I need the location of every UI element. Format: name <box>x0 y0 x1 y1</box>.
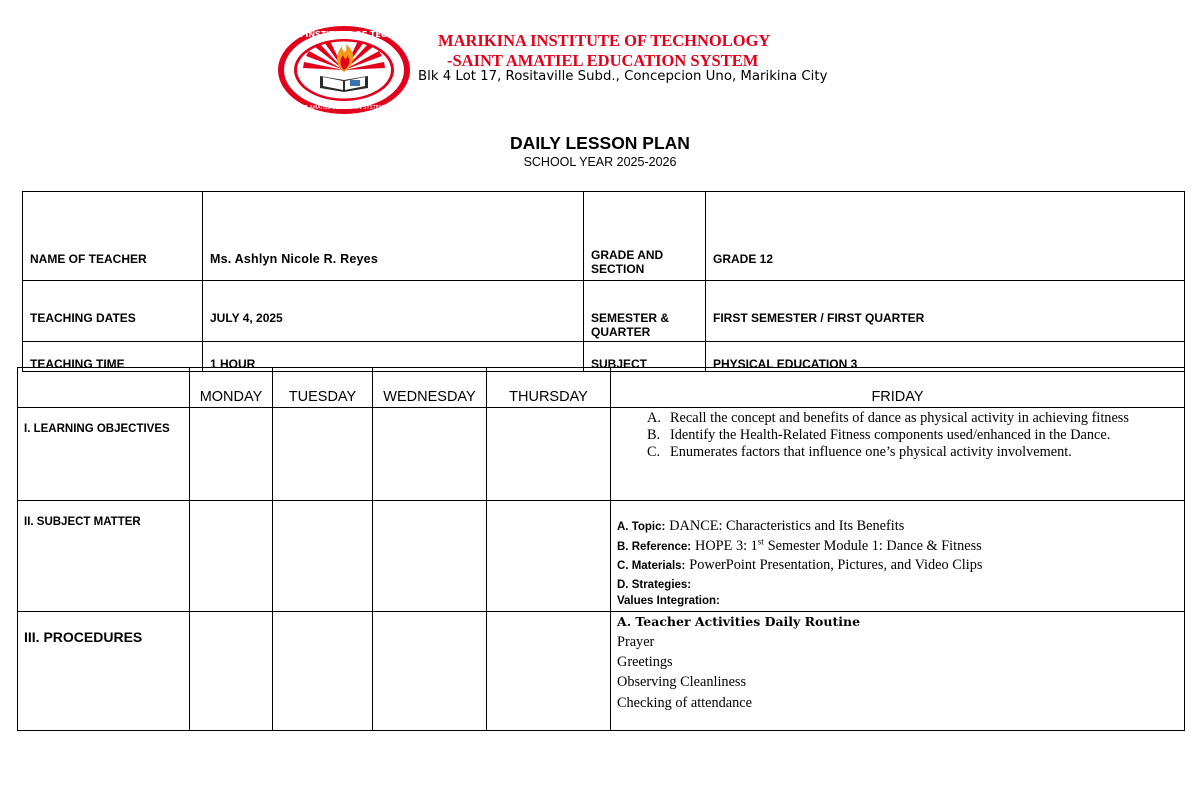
list-item <box>617 410 1184 427</box>
corner-cell <box>18 368 190 408</box>
list-item: Greetings <box>617 654 673 671</box>
procedures-label: III. PROCEDURES <box>18 612 190 731</box>
tuesday-cell <box>273 501 373 612</box>
objectives-label: I. LEARNING OBJECTIVES <box>18 408 190 501</box>
friday-objectives-cell <box>611 408 1185 501</box>
day-header-tuesday: TUESDAY <box>273 368 373 408</box>
day-header-friday: FRIDAY <box>611 368 1185 408</box>
document-title: DAILY LESSON PLAN <box>510 133 690 153</box>
school-logo <box>257 24 431 116</box>
values-line <box>617 592 1184 609</box>
objectives-row <box>18 408 1185 501</box>
grade-label: GRADE AND SECTION <box>584 192 706 281</box>
objective-text: Identify the Health-Related Fitness components used/enhanced in the Dance. <box>670 427 1111 443</box>
objective-text: Recall the concept and benefits of dance as physical activity in achieving fitness <box>670 410 1129 426</box>
school-address: Blk 4 Lot 17, Rositaville Subd., Concepcion Uno, Marikina City <box>418 69 828 84</box>
materials-value: PowerPoint Presentation, Pictures, and Video Clips <box>689 557 983 573</box>
lesson-plan-table <box>17 367 1185 731</box>
list-item <box>617 427 1184 444</box>
school-name <box>438 31 838 71</box>
objective-text: Enumerates factors that influence one’s physical activity involvement. <box>670 444 1072 460</box>
topic-line <box>617 517 1184 537</box>
teacher-value: Ms. Ashlyn Nicole R. Reyes <box>203 192 584 281</box>
tuesday-cell <box>273 612 373 731</box>
wednesday-cell <box>373 408 487 501</box>
subject-matter-label: II. SUBJECT MATTER <box>18 501 190 612</box>
reference-key: B. Reference: <box>617 540 692 553</box>
thursday-cell <box>487 501 611 612</box>
objective-letter: C. <box>647 444 661 460</box>
friday-subject-matter-cell <box>611 501 1185 612</box>
day-header-thursday: THURSDAY <box>487 368 611 408</box>
friday-procedures-cell <box>611 612 1185 731</box>
monday-cell <box>190 612 273 731</box>
thursday-cell <box>487 408 611 501</box>
school-name-line1: MARIKINA INSTITUTE OF TECHNOLOGY <box>438 31 771 50</box>
dates-value: JULY 4, 2025 <box>203 281 584 342</box>
reference-line <box>617 537 1184 557</box>
semester-label: SEMESTER & QUARTER <box>584 281 706 342</box>
wednesday-cell <box>373 612 487 731</box>
teacher-label: NAME OF TEACHER <box>23 192 203 281</box>
semester-value: FIRST SEMESTER / FIRST QUARTER <box>706 281 1185 342</box>
objective-letter: A. <box>647 410 661 426</box>
values-key: Values Integration: <box>617 595 720 607</box>
topic-value: DANCE: Characteristics and Its Benefits <box>669 518 905 534</box>
subject-label: SUBJECT <box>584 342 706 372</box>
school-year: SCHOOL YEAR 2025-2026 <box>523 155 677 169</box>
school-name-line2: -SAINT AMATIEL EDUCATION SYSTEM <box>447 51 759 70</box>
day-header-row <box>18 368 1185 408</box>
subject-value: PHYSICAL EDUCATION 3 <box>706 342 1185 372</box>
reference-value-post: Semester Module 1: Dance & Fitness <box>767 537 982 554</box>
subject-matter-row <box>18 501 1185 612</box>
list-item: Prayer <box>617 634 655 650</box>
monday-cell <box>190 408 273 501</box>
time-label: TEACHING TIME <box>23 342 203 372</box>
info-row-teacher <box>23 192 1185 281</box>
reference-value-pre: HOPE 3: 1 <box>695 537 758 554</box>
day-header-wednesday: WEDNESDAY <box>373 368 487 408</box>
grade-value: GRADE 12 <box>706 192 1185 281</box>
objective-letter: B. <box>647 427 661 443</box>
wednesday-cell <box>373 501 487 612</box>
time-value: 1 HOUR <box>203 342 584 372</box>
strategies-line <box>617 576 1184 593</box>
logo-bottom-text: SAINT AMATIEL EDUCATION SYSTEM INC. <box>292 105 396 111</box>
list-item <box>617 444 1184 461</box>
materials-key: C. Materials: <box>617 560 686 572</box>
objectives-list <box>617 410 1184 461</box>
list-item: Observing Cleanliness <box>617 674 747 691</box>
dates-label: TEACHING DATES <box>23 281 203 342</box>
tuesday-cell <box>273 408 373 501</box>
materials-line <box>617 556 1184 576</box>
teacher-info-table <box>22 191 1185 372</box>
reference-value-sup: st <box>757 535 764 546</box>
monday-cell <box>190 501 273 612</box>
thursday-cell <box>487 612 611 731</box>
strategies-key: D. Strategies: <box>617 578 692 591</box>
procedures-heading: A. Teacher Activities Daily Routine <box>617 614 861 629</box>
topic-key: A. Topic: <box>617 521 666 533</box>
procedures-row <box>18 612 1185 731</box>
day-header-monday: MONDAY <box>190 368 273 408</box>
logo-ring-text: MARIKINA INSTITUTE OF TECHNOLOGY <box>257 30 431 39</box>
list-item: Checking of attendance <box>617 694 752 711</box>
info-row-dates <box>23 281 1185 342</box>
